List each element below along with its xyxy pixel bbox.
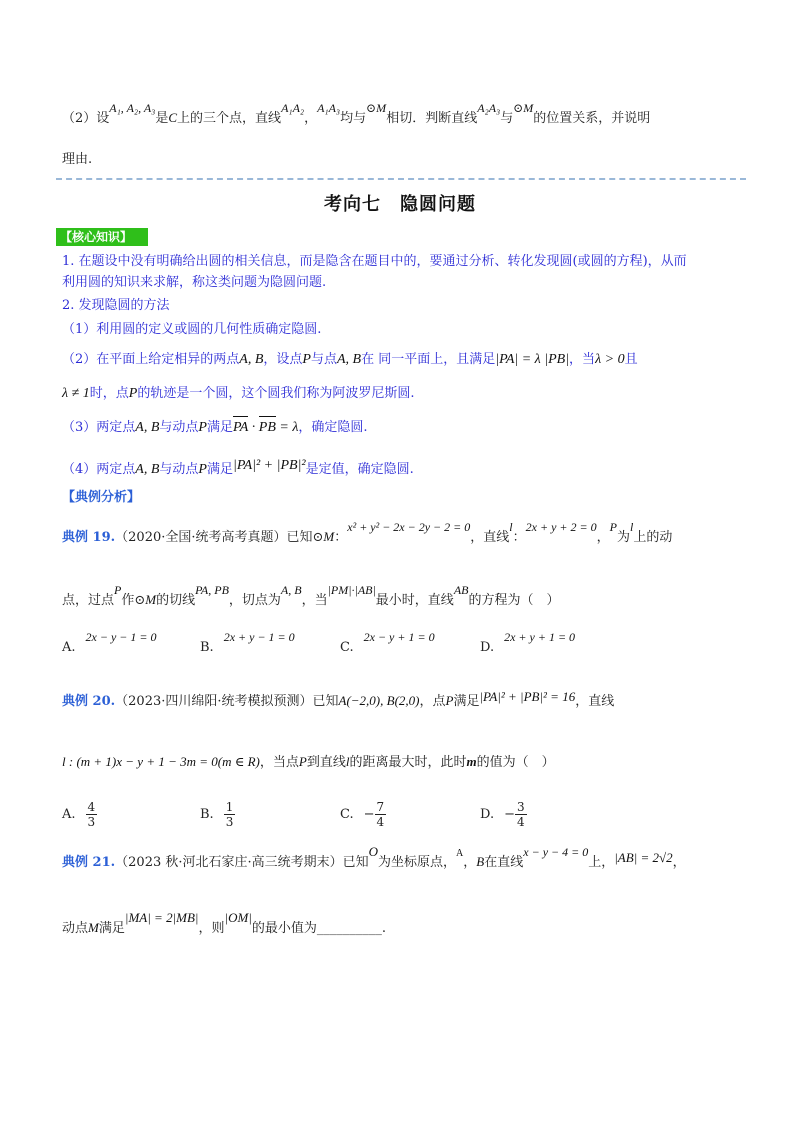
example-21-line-2: [62, 910, 387, 939]
math: ·: [248, 420, 259, 435]
denominator: 4: [517, 815, 525, 829]
text: 的最小值为: [251, 921, 317, 936]
text: ：: [334, 530, 348, 545]
denominator: 3: [87, 815, 96, 829]
math-var: M: [323, 529, 335, 544]
math-line-equation: 2x + y + 2 = 0: [525, 520, 597, 534]
text: 均与: [340, 111, 367, 126]
math-var: P: [298, 754, 307, 769]
math: AB: [453, 583, 469, 597]
text: 的轨迹是一个圆，这个圆我们称为阿波罗尼斯圆.: [137, 386, 415, 401]
example-label: 典例 21.: [62, 855, 116, 870]
math-condition: |PA|² + |PB|² = 16: [479, 689, 576, 704]
text: ，当: [301, 593, 328, 608]
text: 相切．判断直线: [386, 111, 478, 126]
text: 是: [155, 111, 169, 126]
text: 最小时，直线: [375, 593, 454, 608]
answer-blank[interactable]: __________: [316, 921, 382, 936]
math: |PA|² + |PB|²: [232, 458, 306, 473]
math-points: A₁, A₂, A₃: [109, 101, 156, 115]
option-fraction: [375, 800, 387, 829]
text: （4）两定点: [62, 462, 136, 477]
text: 与: [500, 111, 514, 126]
math: A, B: [280, 583, 302, 597]
option-label: C.: [340, 640, 354, 655]
text: 上的动: [633, 530, 673, 545]
math: PA, PB: [195, 583, 229, 597]
math-var: l: [345, 754, 350, 769]
option-label: D.: [480, 640, 495, 655]
text: 在 同一平面上，且满足: [361, 352, 496, 367]
text: ，直线: [575, 694, 615, 709]
ex19-option-b[interactable]: [200, 630, 295, 658]
ex19-option-d[interactable]: [480, 630, 576, 658]
text: 上的三个点，直线: [177, 111, 282, 126]
knowledge-p2: 2. 发现隐圆的方法: [62, 298, 170, 313]
knowledge-p5: [62, 384, 414, 404]
text: 在直线: [484, 855, 524, 870]
math-line: A₁A₃: [317, 101, 341, 115]
text: .: [381, 921, 387, 936]
text: 到直线: [306, 755, 346, 770]
example-label: 典例 19.: [62, 530, 116, 545]
math-var: C: [168, 110, 178, 125]
text: 动点: [62, 921, 89, 936]
text: 的距离最大时，此时: [349, 755, 467, 770]
math: |PM|·|AB|: [327, 583, 376, 597]
option-value: 2x + y + 1 = 0: [504, 630, 576, 644]
text: 与动点: [159, 420, 199, 435]
knowledge-p7: [62, 460, 414, 480]
text: 的值为（ ）: [476, 755, 555, 770]
math-var: M: [145, 592, 157, 607]
text: 与点: [310, 352, 337, 367]
math-line-equation: x − y − 4 = 0: [523, 845, 589, 859]
text: （2020·全国·统考高考真题）已知⊙: [115, 530, 324, 545]
math: A, B: [135, 462, 160, 477]
numerator: 3: [517, 800, 525, 814]
core-knowledge-tag: 【核心知识】: [56, 228, 148, 246]
example-19-line-2: [62, 583, 560, 611]
ex19-option-a[interactable]: [62, 630, 157, 658]
math-points: A(−2,0), B(2,0): [338, 693, 420, 708]
ex20-option-d[interactable]: [480, 800, 527, 829]
example-analysis-tag: 【典例分析】: [62, 490, 141, 505]
option-label: C.: [340, 807, 354, 822]
text: （2）在平面上给定相异的两点: [62, 352, 240, 367]
knowledge-p3: （1）利用圆的定义或圆的几何性质确定隐圆.: [62, 322, 322, 337]
text: 且: [624, 352, 638, 367]
text: 满足: [98, 921, 125, 936]
text: 满足: [453, 694, 480, 709]
knowledge-p1-line1: 1. 在题设中没有明确给出圆的相关信息，而是隐含在题目中的，要通过分析、转化发现圆(或圆的方程)，从而: [62, 254, 687, 269]
text: （2023·四川绵阳·统考模拟预测）已知: [115, 694, 339, 709]
math-condition: |MA| = 2|MB|: [124, 910, 199, 925]
example-20-line-1: [62, 691, 614, 712]
option-fraction: [224, 800, 236, 829]
numerator: 1: [225, 800, 234, 814]
text: （3）两定点: [62, 420, 136, 435]
question-2-line-1: [62, 101, 651, 129]
option-sign: −: [363, 807, 375, 822]
text: （2）设: [62, 111, 110, 126]
text: 为: [616, 530, 630, 545]
math: P: [128, 386, 138, 401]
example-label: 典例 20.: [62, 694, 116, 709]
math: P: [198, 420, 207, 435]
math-condition: |AB| = 2√2: [614, 850, 673, 865]
text: ，确定隐圆.: [298, 420, 368, 435]
text: ，设点: [263, 352, 303, 367]
math: λ ≠ 1: [62, 386, 90, 401]
text: 满足: [206, 462, 233, 477]
text: 满足: [206, 420, 233, 435]
vector-pb: PB: [259, 418, 276, 438]
option-sign: −: [504, 807, 515, 822]
math: λ > 0: [595, 352, 625, 367]
text: ，: [596, 530, 610, 545]
text: 的方程为（ ）: [468, 593, 560, 608]
math-circle-equation: x² + y² − 2x − 2y − 2 = 0: [347, 520, 471, 534]
denominator: 4: [376, 815, 385, 829]
knowledge-p4: [62, 350, 638, 370]
option-value: 2x − y − 1 = 0: [85, 630, 157, 644]
text: ，切点为: [228, 593, 281, 608]
text: ，: [463, 855, 477, 870]
math-line: A₁A₂: [281, 101, 305, 115]
text: ，直线: [470, 530, 510, 545]
text: ，: [672, 855, 686, 870]
math-var: O: [368, 844, 379, 859]
text: （2023 秋·河北石家庄·高三统考期末）已知: [115, 855, 369, 870]
denominator: 3: [225, 815, 234, 829]
option-label: D.: [480, 807, 495, 822]
text: 的位置关系，并说明: [533, 111, 651, 126]
math-line-equation: l : (m + 1)x − y + 1 − 3m = 0(m ∈ R): [62, 754, 260, 769]
math: A, B: [336, 352, 362, 367]
option-value: 2x − y + 1 = 0: [363, 630, 435, 644]
knowledge-p6: [62, 418, 368, 438]
numerator: 4: [87, 800, 96, 814]
text: 与动点: [159, 462, 199, 477]
math: A, B: [239, 352, 264, 367]
math-var: l: [509, 520, 513, 534]
math-var: l: [629, 520, 634, 534]
text: ：: [512, 530, 526, 545]
section-divider: [56, 178, 746, 180]
text: 是定值，确定隐圆.: [305, 462, 414, 477]
ex20-option-a[interactable]: [62, 800, 97, 829]
ex20-option-b[interactable]: [200, 800, 235, 829]
vector-pa: PA: [233, 418, 248, 438]
text: 为坐标原点，: [378, 855, 457, 870]
math: A, B: [135, 420, 160, 435]
option-label: A.: [62, 640, 76, 655]
math-var: P: [114, 583, 122, 597]
knowledge-p1-line2: 利用圆的知识来求解，称这类问题为隐圆问题.: [62, 275, 327, 290]
text: 作⊙: [121, 593, 146, 608]
math-var: P: [445, 693, 454, 708]
option-value: 2x + y − 1 = 0: [223, 630, 295, 644]
option-fraction: [86, 800, 98, 829]
math: |OM|: [224, 910, 252, 925]
math: = λ: [275, 420, 299, 435]
example-21-line-1: [62, 844, 686, 874]
text: 点，过点: [62, 593, 115, 608]
math-line: A₂A₃: [477, 101, 501, 115]
math-var: A: [456, 848, 464, 859]
text: 上，: [588, 855, 615, 870]
math-var: M: [88, 920, 99, 935]
example-19-line-1: [62, 520, 673, 548]
math: |PA| = λ |PB|: [495, 352, 570, 367]
text: 的切线: [156, 593, 196, 608]
question-2-line-2: 理由.: [62, 152, 93, 167]
ex19-option-c[interactable]: [340, 630, 435, 658]
math: P: [302, 352, 311, 367]
example-20-line-2: [62, 752, 555, 773]
option-label: B.: [200, 640, 214, 655]
math-var: B: [476, 854, 485, 869]
numerator: 7: [376, 800, 385, 814]
option-fraction: [515, 800, 527, 829]
math-var: P: [609, 520, 617, 534]
math-circle: ⊙M: [366, 101, 387, 115]
math-circle: ⊙M: [513, 101, 534, 115]
text: ，则: [198, 921, 225, 936]
ex20-option-c[interactable]: [340, 800, 386, 829]
section-title: 考向七 隐圆问题: [324, 194, 476, 215]
text: 时，点: [89, 386, 129, 401]
text: ，当: [569, 352, 596, 367]
option-label: A.: [62, 807, 76, 822]
text: ，: [304, 111, 318, 126]
text: ，点: [419, 694, 446, 709]
text: ，当点: [259, 755, 299, 770]
math: P: [198, 462, 207, 477]
option-label: B.: [200, 807, 214, 822]
math-var: m: [466, 754, 477, 769]
